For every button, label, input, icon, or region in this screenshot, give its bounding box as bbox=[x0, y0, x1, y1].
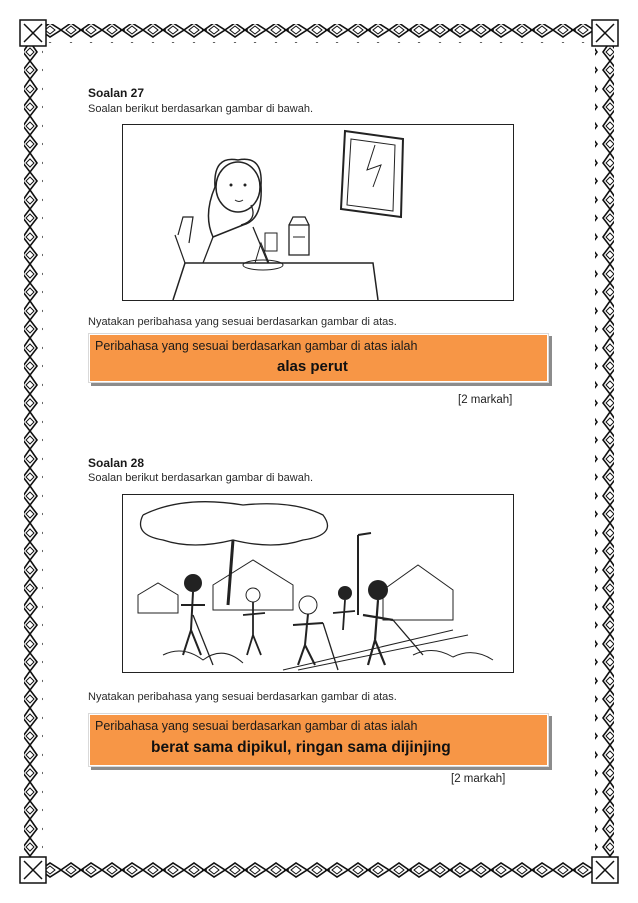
answer-lead-text: Peribahasa yang sesuai berdasarkan gambar di atas ialah bbox=[95, 339, 418, 353]
girl-eating-drawing bbox=[123, 125, 513, 300]
question-instruction: Nyatakan peribahasa yang sesuai berdasarkan gambar di atas. bbox=[88, 691, 397, 703]
answer-text: alas perut bbox=[277, 358, 348, 375]
question-instruction: Nyatakan peribahasa yang sesuai berdasarkan gambar di atas. bbox=[88, 316, 397, 328]
marks-label: [2 markah] bbox=[451, 773, 506, 785]
community-cleanup-drawing bbox=[123, 495, 513, 672]
question-title: Soalan 28 bbox=[88, 456, 145, 470]
question-subtitle: Soalan berikut berdasarkan gambar di bawah. bbox=[88, 472, 314, 484]
answer-lead-text: Peribahasa yang sesuai berdasarkan gambar di atas ialah bbox=[95, 719, 418, 733]
question-title: Soalan 27 bbox=[88, 86, 145, 100]
illustration-girl-eating bbox=[122, 124, 514, 301]
answer-box bbox=[88, 333, 549, 383]
illustration-gotong-royong bbox=[122, 494, 514, 673]
answer-text: berat sama dipikul, ringan sama dijinjing bbox=[151, 739, 451, 756]
question-subtitle: Soalan berikut berdasarkan gambar di bawah. bbox=[88, 103, 314, 115]
marks-label: [2 markah] bbox=[458, 394, 513, 406]
answer-box bbox=[88, 713, 549, 767]
